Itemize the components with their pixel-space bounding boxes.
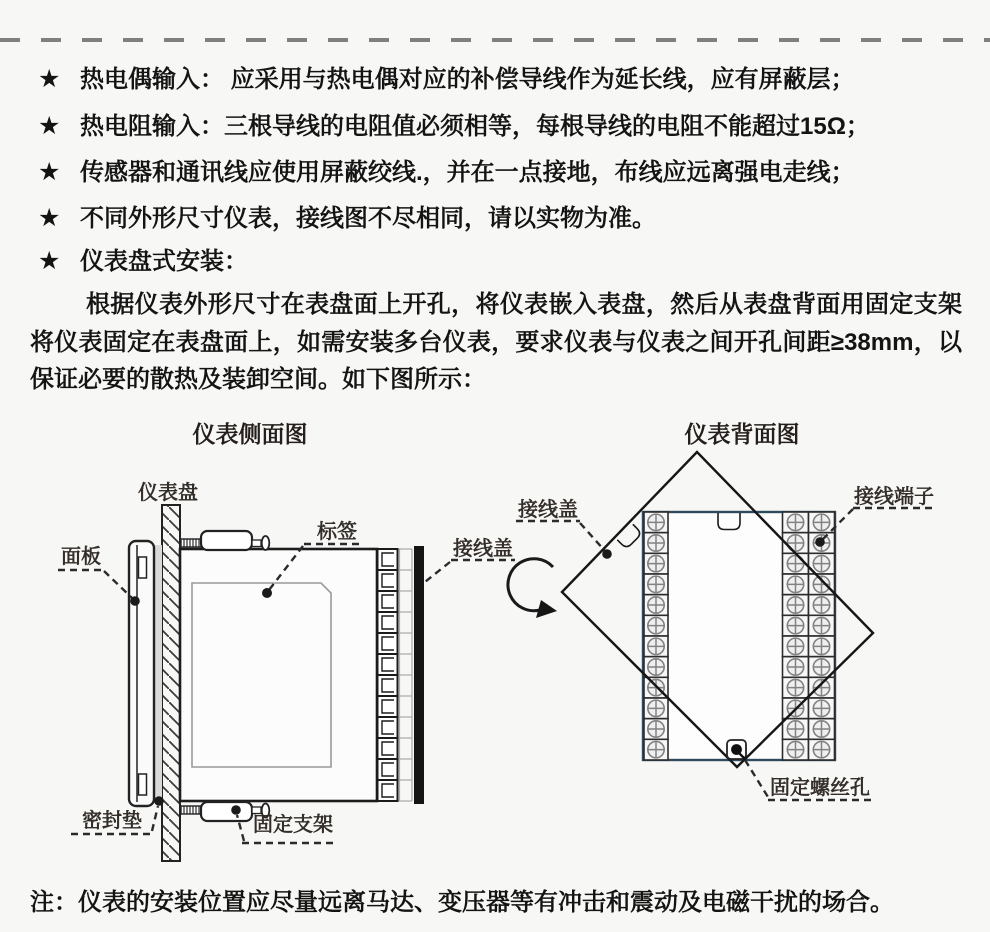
label-screw-hole: 固定螺丝孔 (770, 777, 870, 799)
star-icon: ★ (38, 112, 61, 140)
front-panel (129, 541, 154, 806)
bottom-note: 注：仪表的安装位置应尽量远离马达、变压器等有冲击和震动及电磁干扰的场合。 (30, 889, 894, 916)
instrument-body (180, 549, 377, 801)
star-icon: ★ (38, 204, 61, 232)
terminal-cell (378, 696, 398, 717)
star-icon: ★ (38, 247, 61, 275)
terminal-cell (378, 738, 398, 759)
label-front-panel: 面板 (61, 546, 101, 568)
gasket (155, 545, 162, 801)
bullet-text: 传感器和通讯线应使用屏蔽绞线.，并在一点接地，布线应远离强电走线； (80, 159, 855, 186)
label-gasket: 密封垫 (82, 810, 142, 832)
label-panel-board: 仪表盘 (138, 482, 198, 504)
terminal-cell (378, 549, 398, 570)
bullet-thermocouple (38, 64, 855, 95)
terminal-cell (378, 570, 398, 591)
bullet-panel-mount (38, 246, 248, 277)
terminal-cell (378, 612, 398, 633)
terminal-cell (378, 633, 398, 654)
mounting-paragraph: 根据仪表外形尺寸在表盘面上开孔，将仪表嵌入表盘，然后从表盘背面用固定支架将仪表固定在表盘面上，如需安装多台仪表，要求仪表与仪表之间开孔间距≥38mm，以保证必要的散热及装卸空间。如下图所示： (30, 291, 962, 393)
cover-edge-tab (617, 524, 642, 549)
star-icon: ★ (38, 65, 61, 93)
label-terminal-cover: 接线盖 (453, 538, 513, 560)
terminal-cell (378, 780, 398, 801)
label-bracket: 固定支架 (253, 814, 333, 836)
terminal-cell (378, 717, 398, 738)
terminal-cell (378, 675, 398, 696)
terminal-block-column (378, 549, 413, 801)
label-terminal-cover: 接线盖 (518, 499, 578, 521)
terminal-cell (378, 591, 398, 612)
bullet-text: 热电阻输入：三根导线的电阻值必须相等，每根导线的电阻不能超过15Ω； (80, 113, 870, 140)
fixing-bracket-top (181, 531, 269, 550)
bullet-text: 不同外形尺寸仪表，接线图不尽相同，请以实物为准。 (80, 205, 656, 232)
terminal-cell (378, 654, 398, 675)
bullet-text: 热电偶输入： 应采用与热电偶对应的补偿导线作为延长线，应有屏蔽层； (80, 66, 855, 93)
rotate-arrow-icon (508, 559, 557, 618)
star-icon: ★ (38, 158, 61, 186)
back-view-diagram (500, 445, 990, 870)
back-view-title: 仪表背面图 (684, 422, 800, 447)
bullet-rtd (38, 111, 870, 142)
side-view-title: 仪表侧面图 (192, 422, 308, 447)
label-sticker: 标签 (317, 521, 357, 543)
label-terminals: 接线端子 (854, 486, 934, 508)
terminal-cover-bar (414, 546, 424, 804)
terminal-cell (378, 759, 398, 780)
bullet-shielding (38, 157, 855, 188)
panel-wall (162, 505, 180, 861)
fixing-screw (727, 740, 746, 759)
bullet-text: 仪表盘式安装： (80, 248, 248, 275)
bullet-wiring-diagram (38, 203, 656, 234)
page-tear-dashed-line (0, 38, 990, 42)
side-view-diagram (30, 450, 530, 870)
